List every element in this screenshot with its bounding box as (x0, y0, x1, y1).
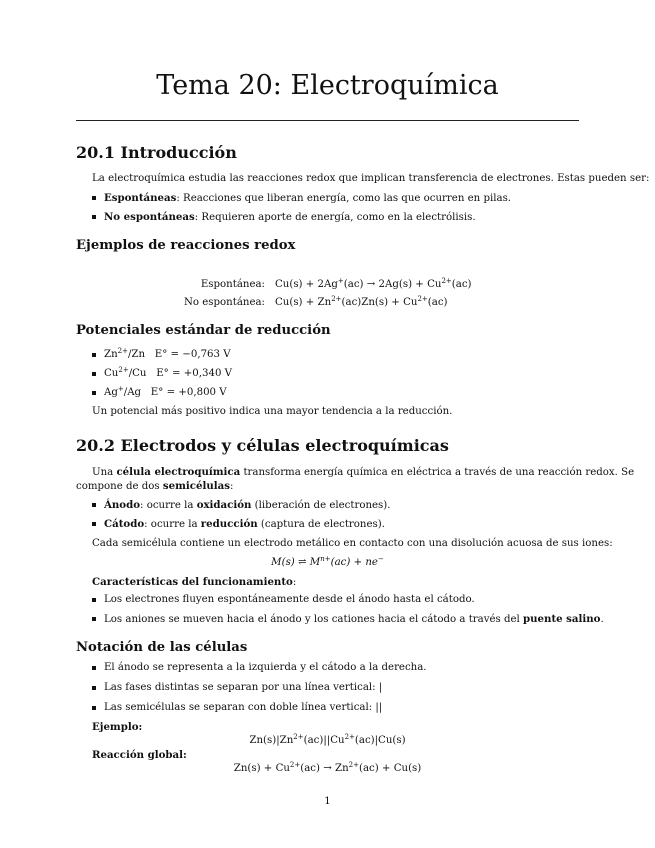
page-number: 1 (324, 796, 331, 807)
global-reaction-equation: $Zn(s) + Cu^{2+}(ac) \to Zn^{2+}(ac) + Cu(s)$ (233, 761, 422, 774)
equation-spontaneous: $Cu(s) + 2Ag^+(ac) \to 2Ag(s) + Cu^{2+}(ac)$ (275, 277, 472, 290)
global-reaction-label: Reacción global: (92, 749, 187, 761)
equation-label-spontaneous: Espontánea: (200, 279, 265, 290)
cell-paragraph-line1: Una célula electroquímica transforma energía química en eléctrica a través de una reacción redox. Se (92, 466, 635, 478)
example-label: Ejemplo: (92, 721, 143, 733)
section-heading-electrodos: 20.2 Electrodos y células electroquímicas (76, 436, 449, 455)
potential-note: Un potencial más positivo indica una mayor tendencia a la reducción. (92, 406, 453, 417)
term: Espontáneas (104, 192, 177, 204)
title-rule (76, 120, 579, 121)
equilibrium-equation: M(s) ⇌ $M^{n+}(ac) + ne^-$ (271, 555, 384, 568)
intro-paragraph: La electroquímica estudia las reacciones redox que implican transferencia de electrones. Estas pueden ser: (92, 173, 650, 184)
equation-nonspontaneous: $Cu(s) + Zn^{2+}(ac)Zn(s) + Cu^{2+}(ac)$ (275, 295, 448, 308)
section-heading-introduccion: 20.1 Introducción (76, 143, 237, 162)
cell-paragraph-line2: compone de dos semicélulas: (76, 480, 234, 492)
subsection-heading-ejemplos: Ejemplos de reacciones redox (76, 238, 296, 253)
subsection-heading-potenciales: Potenciales estándar de reducción (76, 323, 331, 338)
term: No espontáneas (104, 211, 195, 223)
cell-notation-example: $Zn(s)|Zn^{2+}(ac)||Cu^{2+}(ac)|Cu(s)$ (249, 733, 406, 746)
subsection-heading-notacion: Notación de las células (76, 640, 248, 655)
document-page: Tema 20: Electroquímica 20.1 Introducción La electroquímica estudia las reacciones redox que implican transferencia de electrones. Estas pueden ser: Espontáneas: Reacciones que liberan energía, como las que ocurren en pilas. No espontáneas: Requieren aporte de energía, como en la electrólisis. Ejemplos de reacciones redox Espontánea: $Cu(s) + 2Ag^+(ac) \to 2Ag(s) + Cu^{2+}(ac)$ No espontánea: $Cu(s) + Zn^{2+}(ac)Zn(s) + Cu^{2+}(ac)$ Potenciales estándar de reducción $Zn^{2+}/Zn$ E° = −0,763 V $Cu^{2+}/Cu$ E° = +0,340 V Ag+/Ag E° = +0,800 V Un potencial más positivo indica una mayor tendencia a la reducción. 20.2 Electrodos y células electroquímicas Una célula electroquímica transforma energía química en eléctrica a través de una reacción redox. Se compone de dos semicélulas: Ánodo: ocurre la oxidación (liberación de electrones). Cátodo: ocurre la reducción (captura de electrones). Cada semicélula contiene un electrodo metálico en contacto con una disolución acuosa de sus iones: M(s) ⇌ $M^{n+}(ac) + ne^-$ Características del funcionamiento: Los electrones fluyen espontáneamente desde el ánodo hasta el cátodo. Los aniones se mueven hacia el ánodo y los cationes hacia el cátodo a través del puente salino. Notación de las células El ánodo se representa a la izquierda y el cátodo a la derecha. Las fases distintas se separan por una línea vertical: | Las semicélulas se separan con doble línea vertical: || Ejemplo: $Zn(s)|Zn^{2+}(ac)||Cu^{2+}(ac)|Cu(s)$ Reacción global: $Zn(s) + Cu^{2+}(ac) \to Zn^{2+}(ac) + Cu(s)$ 1 (0, 0, 655, 848)
equation-label-nonspontaneous: No espontánea: (183, 297, 265, 308)
characteristics-label: Características del funcionamiento: (92, 576, 297, 588)
semicell-paragraph: Cada semicélula contiene un electrodo metálico en contacto con una disolución acuosa de sus iones: (92, 538, 613, 549)
document-title: Tema 20: Electroquímica (156, 70, 499, 101)
